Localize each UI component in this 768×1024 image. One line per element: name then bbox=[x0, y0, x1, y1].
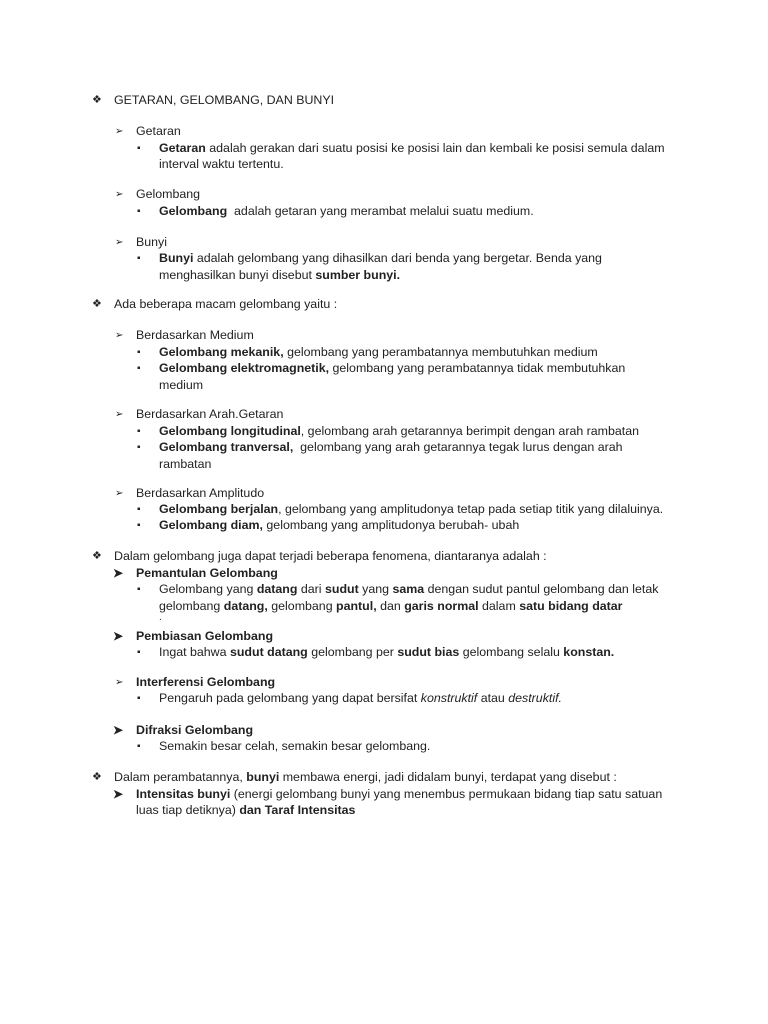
arah-item-tranversal: Gelombang tranversal, gelombang yang arah getarannya tegak lurus dengan arah bbox=[159, 440, 623, 454]
square-bullet-icon: ▪ bbox=[137, 442, 141, 453]
bold-arrow-bullet-icon: ➤ bbox=[113, 787, 124, 801]
bunyi-definition-cont: menghasilkan bunyi disebut sumber bunyi. bbox=[159, 268, 401, 282]
bold-arrow-bullet-icon: ➤ bbox=[113, 629, 124, 643]
section-heading: Dalam gelombang juga dapat terjadi beberapa fenomena, diantaranya adalah : bbox=[114, 549, 547, 563]
square-bullet-icon: ▪ bbox=[137, 347, 141, 358]
arrow-bullet-icon: ➢ bbox=[115, 237, 124, 248]
arrow-bullet-icon: ➢ bbox=[115, 189, 124, 200]
amplitudo-item-berjalan: Gelombang berjalan, gelombang yang amplitudonya tetap pada setiap titik yang dilaluinya. bbox=[159, 502, 664, 516]
subheading-amplitudo: Berdasarkan Amplitudo bbox=[136, 486, 265, 500]
bold-arrow-bullet-icon: ➤ bbox=[113, 723, 124, 737]
medium-item-mekanik: Gelombang mekanik, gelombang yang perambatannya membutuhkan medium bbox=[159, 345, 598, 359]
square-bullet-icon: ▪ bbox=[137, 584, 141, 595]
arrow-bullet-icon: ➢ bbox=[115, 330, 124, 341]
subheading-pembiasan: Pembiasan Gelombang bbox=[136, 629, 274, 643]
subheading-interferensi: Interferensi Gelombang bbox=[136, 675, 276, 689]
diamond-bullet-icon: ❖ bbox=[92, 771, 102, 783]
gelombang-definition: Gelombang adalah getaran yang merambat melalui suatu medium. bbox=[159, 204, 534, 218]
pemantulan-line-1: Gelombang yang datang dari sudut yang sama dengan sudut pantul gelombang dan letak bbox=[159, 582, 659, 596]
square-bullet-icon: ▪ bbox=[137, 143, 141, 154]
intensitas-line-2: luas tiap detiknya) dan Taraf Intensitas bbox=[136, 803, 356, 817]
diamond-bullet-icon: ❖ bbox=[92, 94, 102, 106]
section-heading: Ada beberapa macam gelombang yaitu : bbox=[114, 297, 338, 311]
subheading-getaran: Getaran bbox=[136, 124, 181, 138]
section-heading: GETARAN, GELOMBANG, DAN BUNYI bbox=[114, 93, 335, 107]
square-bullet-icon: ▪ bbox=[137, 647, 141, 658]
subheading-arah: Berdasarkan Arah.Getaran bbox=[136, 407, 284, 421]
pemantulan-line-2: gelombang datang, gelombang pantul, dan garis normal dalam satu bidang datar bbox=[159, 599, 623, 613]
pemantulan-line-3: . bbox=[159, 612, 162, 623]
bold-arrow-bullet-icon: ➤ bbox=[113, 566, 124, 580]
arrow-bullet-icon: ➢ bbox=[115, 677, 124, 688]
getaran-definition: Getaran adalah gerakan dari suatu posisi ke posisi lain dan kembali ke posisi semula dalam bbox=[159, 141, 665, 155]
subheading-bunyi: Bunyi bbox=[136, 235, 167, 249]
square-bullet-icon: ▪ bbox=[137, 693, 141, 704]
square-bullet-icon: ▪ bbox=[137, 504, 141, 515]
medium-item-elektromagnetik: Gelombang elektromagnetik, gelombang yang perambatannya tidak membutuhkan bbox=[159, 361, 626, 375]
amplitudo-item-diam: Gelombang diam, gelombang yang amplitudonya berubah- ubah bbox=[159, 518, 520, 532]
medium-item-cont: medium bbox=[159, 378, 204, 392]
arrow-bullet-icon: ➢ bbox=[115, 126, 124, 137]
arrow-bullet-icon: ➢ bbox=[115, 409, 124, 420]
square-bullet-icon: ▪ bbox=[137, 363, 141, 374]
square-bullet-icon: ▪ bbox=[137, 206, 141, 217]
subheading-pemantulan: Pemantulan Gelombang bbox=[136, 566, 278, 580]
square-bullet-icon: ▪ bbox=[137, 426, 141, 437]
difraksi-line-1: Semakin besar celah, semakin besar gelombang. bbox=[159, 739, 431, 753]
arrow-bullet-icon: ➢ bbox=[115, 488, 124, 499]
diamond-bullet-icon: ❖ bbox=[92, 298, 102, 310]
square-bullet-icon: ▪ bbox=[137, 741, 141, 752]
getaran-definition-cont: interval waktu tertentu. bbox=[159, 157, 284, 171]
arah-item-cont: rambatan bbox=[159, 457, 212, 471]
bunyi-definition: Bunyi adalah gelombang yang dihasilkan dari benda yang bergetar. Benda yang bbox=[159, 251, 602, 265]
subheading-difraksi: Difraksi Gelombang bbox=[136, 723, 254, 737]
interferensi-line-1: Pengaruh pada gelombang yang dapat bersifat konstruktif atau destruktif. bbox=[159, 691, 562, 705]
square-bullet-icon: ▪ bbox=[137, 253, 141, 264]
square-bullet-icon: ▪ bbox=[137, 520, 141, 531]
arah-item-longitudinal: Gelombang longitudinal, gelombang arah getarannya berimpit dengan arah rambatan bbox=[159, 424, 640, 438]
diamond-bullet-icon: ❖ bbox=[92, 550, 102, 562]
section-heading: Dalam perambatannya, bunyi membawa energi, jadi didalam bunyi, terdapat yang disebut : bbox=[114, 770, 617, 784]
pembiasan-line-1: Ingat bahwa sudut datang gelombang per sudut bias gelombang selalu konstan. bbox=[159, 645, 615, 659]
intensitas-line-1: Intensitas bunyi (energi gelombang bunyi yang menembus permukaan bidang tiap satu satuan bbox=[136, 787, 663, 801]
subheading-medium: Berdasarkan Medium bbox=[136, 328, 254, 342]
subheading-gelombang: Gelombang bbox=[136, 187, 201, 201]
